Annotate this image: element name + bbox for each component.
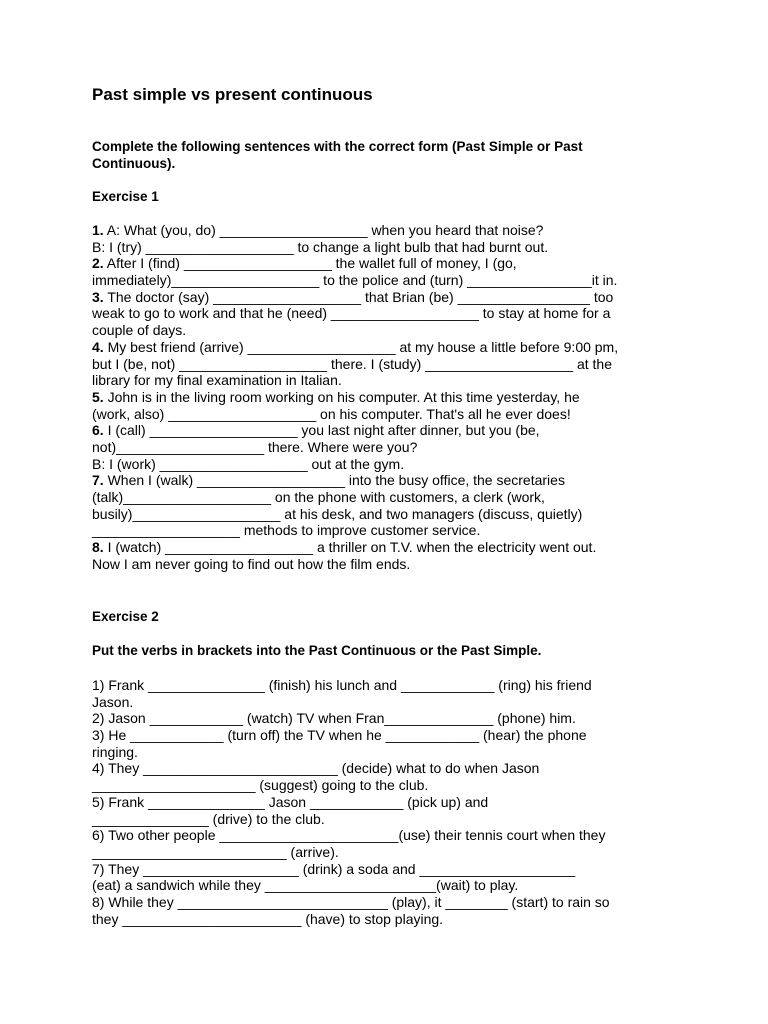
exercise-1-line [92, 356, 618, 373]
exercise-2-line: 3) He ____________ (turn off) the TV when he ____________ (hear) the phone [92, 727, 587, 744]
exercise-1-line [92, 255, 618, 272]
line-text: My best friend (arrive) ___________________ at my house a little before 9:00 pm, [103, 338, 619, 355]
exercise-2-line: 4) They _________________________ (decide) what to do when Jason [92, 760, 540, 777]
line-text: When I (walk) ___________________ into the busy office, the secretaries [103, 472, 565, 489]
line-text: After I (find) ___________________ the wallet full of money, I (go, [103, 255, 517, 272]
exercise-2-line: _______________ (drive) to the club. [92, 810, 325, 827]
exercise-2-heading: Exercise 2 [92, 609, 159, 624]
line-text: I (call) ___________________ you last night after dinner, but you (be, [103, 422, 540, 439]
exercise-2-line: they _______________________ (have) to stop playing. [92, 910, 444, 927]
instructions-line-2: Continuous). [92, 156, 176, 171]
line-text: B: I (work) ___________________ out at the gym. [92, 455, 405, 472]
line-text: weak to go to work and that he (need) ___________________ to stay at home for a [92, 305, 611, 322]
line-text: (talk)___________________ on the phone with customers, a clerk (work, [92, 489, 545, 505]
line-text: couple of days. [92, 322, 187, 339]
line-text: ___________________ methods to improve customer service. [92, 522, 481, 539]
exercise-2-line: 6) Two other people _______________________(use) their tennis court when they [92, 827, 606, 844]
line-text: Now I am never going to find out how the film ends. [92, 555, 411, 572]
exercise-2-line: 5) Frank _______________ Jason ____________ (pick up) and [92, 793, 489, 810]
exercise-1-line [92, 489, 618, 506]
exercise-2-line: (eat) a sandwich while they ______________________(wait) to play. [92, 877, 519, 894]
exercise-1-line [92, 556, 618, 573]
exercise-1-body [92, 222, 618, 572]
item-number: 2. [92, 255, 104, 272]
line-text: (work, also) ___________________ on his computer. That's all he ever does! [92, 405, 571, 422]
line-text: The doctor (say) ___________________ that Brian (be) _________________ too [103, 288, 614, 305]
exercise-1-line [92, 389, 618, 406]
exercise-2-line: 1) Frank _______________ (finish) his lunch and ____________ (ring) his friend [92, 677, 592, 693]
exercise-1-line [92, 239, 618, 256]
exercise-1-heading: Exercise 1 [92, 189, 159, 204]
exercise-2-line: 8) While they ___________________________ (play), it ________ (start) to rain so [92, 893, 610, 910]
exercise-2-line: _____________________ (suggest) going to the club. [92, 777, 429, 794]
item-number: 1. [92, 222, 104, 238]
item-number: 6. [92, 422, 104, 439]
item-number: 3. [92, 288, 104, 305]
exercise-1-line [92, 439, 618, 456]
exercise-1-line [92, 422, 618, 439]
exercise-1-line [92, 322, 618, 339]
exercise-1-line [92, 472, 618, 489]
exercise-2-line: _________________________ (arrive). [92, 843, 339, 860]
line-text: John is in the living room working on his computer. At this time yesterday, he [103, 388, 580, 405]
line-text: immediately)___________________ to the police and (turn) ________________it in. [92, 272, 618, 289]
item-number: 8. [92, 539, 104, 556]
exercise-2-line: 2) Jason ____________ (watch) TV when Fran______________ (phone) him. [92, 710, 576, 727]
line-text: not)___________________ there. Where were you? [92, 438, 418, 455]
line-text: A: What (you, do) ___________________ when you heard that noise? [103, 222, 544, 238]
exercise-1-line [92, 456, 618, 473]
exercise-1-line [92, 272, 618, 289]
exercise-1-line [92, 339, 618, 356]
exercise-1-line [92, 222, 618, 239]
exercise-1-line [92, 406, 618, 423]
exercise-1-line [92, 506, 618, 523]
line-text: but I (be, not) ___________________ there. I (study) ___________________ at the [92, 355, 612, 372]
item-number: 4. [92, 338, 104, 355]
exercise-1-line [92, 539, 618, 556]
line-text: library for my final examination in Italian. [92, 372, 342, 389]
exercise-2-body [92, 677, 610, 927]
item-number: 5. [92, 388, 104, 405]
exercise-2-line: Jason. [92, 693, 134, 710]
line-text: busily)___________________ at his desk, and two managers (discuss, quietly) [92, 505, 583, 522]
exercise-2-line: 7) They ____________________ (drink) a soda and ____________________ [92, 860, 576, 877]
line-text: B: I (try) ___________________ to change a light bulb that had burnt out. [92, 238, 549, 255]
page-title: Past simple vs present continuous [92, 85, 373, 104]
exercise-1-line [92, 372, 618, 389]
line-text: I (watch) ___________________ a thriller on T.V. when the electricity went out. [103, 539, 597, 556]
exercise-1-line [92, 289, 618, 306]
exercise-1-line [92, 522, 618, 539]
exercise-2-line: ringing. [92, 743, 138, 760]
instructions-line-1: Complete the following sentences with the correct form (Past Simple or Past [92, 139, 583, 154]
exercise-1-line [92, 305, 618, 322]
exercise-2-instruction: Put the verbs in brackets into the Past Continuous or the Past Simple. [92, 643, 542, 658]
item-number: 7. [92, 472, 104, 489]
